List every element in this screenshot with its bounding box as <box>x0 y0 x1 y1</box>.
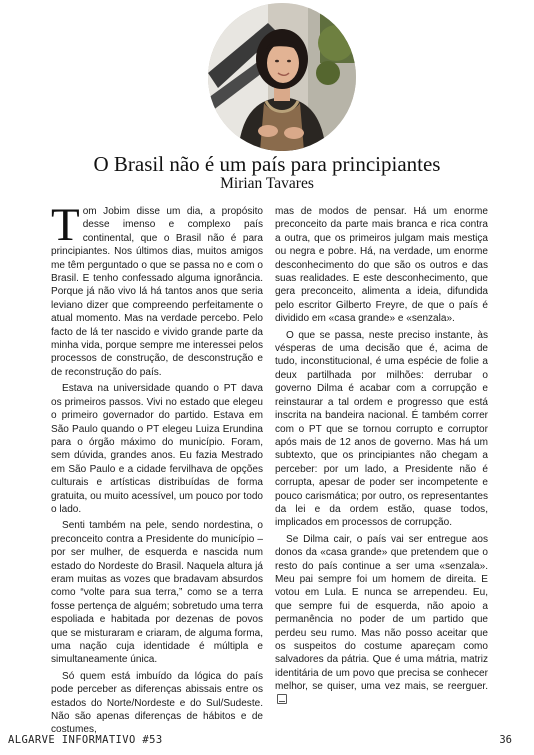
author-photo <box>208 3 356 151</box>
paragraph: O que se passa, neste preciso instante, às vésperas de uma decisão que é, acima de tudo, inconstitucional, é uma espécie de folie a deux partilhada por milhões: derrubar o governo Dilma é acabar com a corrupção e reinstaurar a tal ordem e progresso que está inscrita na bandeira nacional. É também correr com o PT que se tornou corrupto e corruptor após mais de 12 anos de governo. Mas há um subtexto, que os principiantes não chegam a perceber: por um lado, a Presidente não é corrupta, apesar de poder ser incompetente e pouco carismática; por outro, os representantes da lei e da ordem estão, quase todos, implicados em processos de corrupção. <box>275 329 488 529</box>
paragraph: mas de modos de pensar. Há um enorme preconceito da parte mais branca e rica contra a outra, que os primeiros julgam mais mestiça ou negra e pobre. Há, na verdade, um enorme desconhecimento do que são os outros e das suas realidades. E este desconhecimento, que gera preconceito, alimenta a ideia, difundida pelo escritor Gilberto Freyre, de que o país é dividido em «casa grande» e «senzala». <box>275 206 488 325</box>
footer-page-number: 36 <box>499 734 512 746</box>
article-title: O Brasil não é um país para principiantes <box>93 152 441 176</box>
paragraph-last <box>275 533 488 707</box>
paragraph-last-text: Se Dilma cair, o país vai ser entregue aos donos da «casa grande» que pretendem que o resto do país continue a ser uma «senzala». Meu pai sempre foi um homem de direita. E votou em Lula. E nunca se arrependeu. Eu, que sempre fui de esquerda, não apoio a permanência no poder de um partido que perdeu seu rumo. Mas não posso aceitar que os suspeitos do costume apareçam como salvadores da pátria. Que é uma mátria, matriz identitária de um povo que precisa se conhecer melhor, se quiser, uma vez mais, se reerguer. <box>275 533 488 693</box>
paragraph-intro <box>51 199 263 379</box>
footer-publication: ALGARVE INFORMATIVO #53 <box>8 734 163 746</box>
drop-cap: T <box>51 199 80 251</box>
author-name: Mirian Tavares <box>220 175 314 192</box>
paragraph: Senti também na pele, sendo nordestina, o preconceito contra a Presidente do município – por ser mulher, de esquerda e nascida num estado do Nordeste do Brasil. Naquela altura já eram muitas as vozes que bradavam absurdos como “volte para sua terra,” como se a terra fosse pertença de alguém; sobretudo uma terra espoliada e habitada por dezenas de povos que se misturaram e criaram, de alguma forma, uma nação cuja identidade é múltipla e simultaneamente única. <box>51 520 263 666</box>
end-of-article-icon <box>277 694 287 704</box>
paragraph: Estava na universidade quando o PT dava os primeiros passos. Vivi no estado que elegeu o primeiro governador do partido. Estava em São Paulo quando o PT elegeu Luiza Erundina para o órgão máximo do município. Foram, sem dúvida, grandes anos. Eu fazia Mestrado em São Paulo e a cidade fervilhava de opções culturais e artísticas distribuídas de forma gratuita, ou muito acessível, um pouco por todo o lado. <box>51 383 263 515</box>
paragraph: Só quem está imbuído da lógica do país pode perceber as diferenças abissais entre os estados do Norte/Nordeste e do Sul/Sudeste. Não são apenas diferenças de hábitos e de costumes, <box>51 670 263 736</box>
paragraph-intro-text: om Jobim disse um dia, a propósito desse imenso e complexo país continental, que o Brasil não é para principiantes. Nos últimos dias, muitos amigos me têm perguntado o que se passa no e com o Brasil. E tenho confessado alguma ignorância. Porque já não vivo lá há tantos anos que seria leviano dizer que compreendo perfeitamente o atual momento. Mas na verdade percebo. Pelo facto de lá ter nascido e vivido grande parte da minha vida, porque sempre me interessei pelos processos de construção, de desconstrução e de reconstrução do país. <box>51 206 263 378</box>
article-column-right <box>275 205 488 707</box>
article-column-left <box>51 199 263 737</box>
